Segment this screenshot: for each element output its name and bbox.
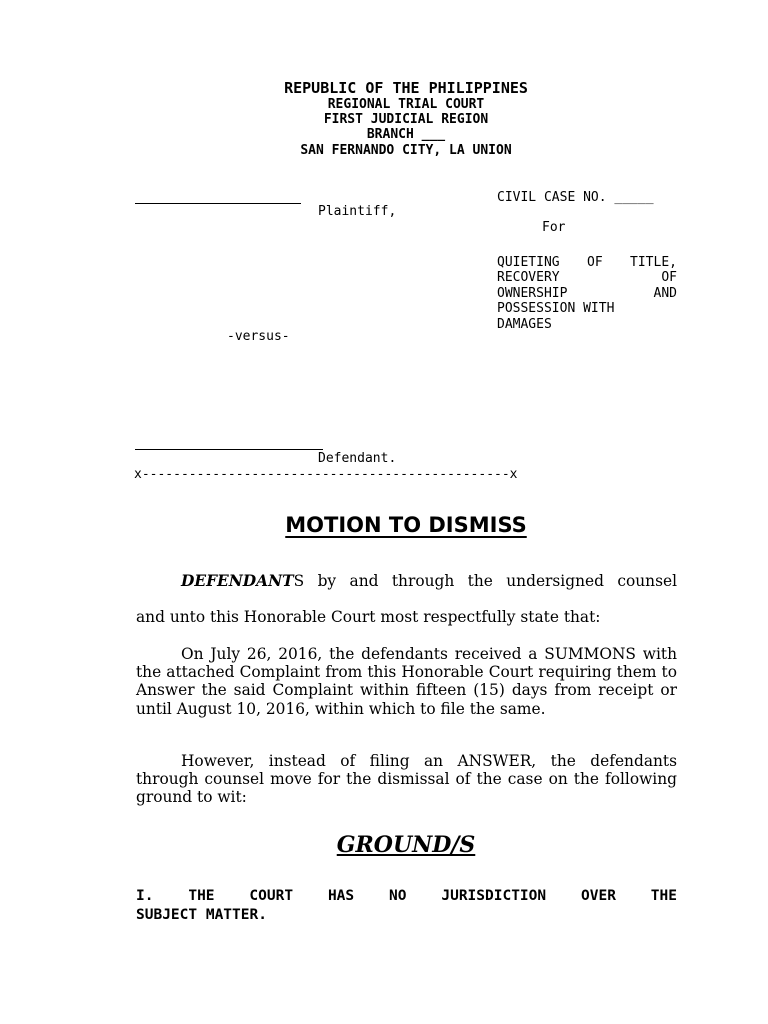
header-court: REGIONAL TRIAL COURT <box>327 97 485 112</box>
intro-line-1 <box>136 572 677 590</box>
civil-case-number: CIVIL CASE NO. _____ <box>497 190 654 205</box>
caption-separator: x-----------------------------------------------x <box>134 467 518 482</box>
case-nature-line: QUIETING OF TITLE, <box>497 255 677 270</box>
case-nature-line: RECOVERY OF <box>497 270 677 286</box>
defendant-name-line <box>135 449 323 450</box>
header-branch: BRANCH ___ <box>366 127 446 142</box>
grounds-heading <box>0 832 768 858</box>
document-title <box>0 513 768 537</box>
header-location: SAN FERNANDO CITY, LA UNION <box>300 143 512 158</box>
plaintiff-label: Plaintiff, <box>318 204 397 219</box>
document-title-text: MOTION TO DISMISS <box>285 513 527 537</box>
versus-label: -versus- <box>227 329 290 344</box>
header-republic: REPUBLIC OF THE PHILIPPINES <box>284 79 528 97</box>
case-nature-line: DAMAGES <box>497 316 552 332</box>
for-label: For <box>542 220 566 235</box>
header-region: FIRST JUDICIAL REGION <box>323 112 489 127</box>
intro-bold-party: DEFENDANT <box>181 572 294 590</box>
case-nature-line: OWNERSHIP AND <box>497 285 677 301</box>
ground-item-1-line-2: SUBJECT MATTER. <box>136 907 267 923</box>
grounds-heading-text: GROUND/S <box>336 832 476 858</box>
plaintiff-name-line <box>135 203 301 204</box>
defendant-label: Defendant. <box>318 451 397 466</box>
ground-item-1-line-1: I. THE COURT HAS NO JURISDICTION OVER THE <box>136 888 677 904</box>
paragraph-motion: However, instead of filing an ANSWER, the defendants through counsel move for the dismissal of the case on the following ground to wit: <box>136 752 677 807</box>
intro-line-2: and unto this Honorable Court most respectfully state that: <box>136 608 601 626</box>
case-nature <box>497 255 677 332</box>
intro-rest: S by and through the undersigned counsel <box>293 572 677 590</box>
paragraph-summons: On July 26, 2016, the defendants received a SUMMONS with the attached Complaint from this Honorable Court requiring them to Answer the said Complaint within fifteen (15) days from receipt or until August 10, 2016, within which to file the same. <box>136 645 677 718</box>
ground-item-1 <box>136 887 677 925</box>
case-nature-line: POSSESSION WITH <box>497 301 615 317</box>
